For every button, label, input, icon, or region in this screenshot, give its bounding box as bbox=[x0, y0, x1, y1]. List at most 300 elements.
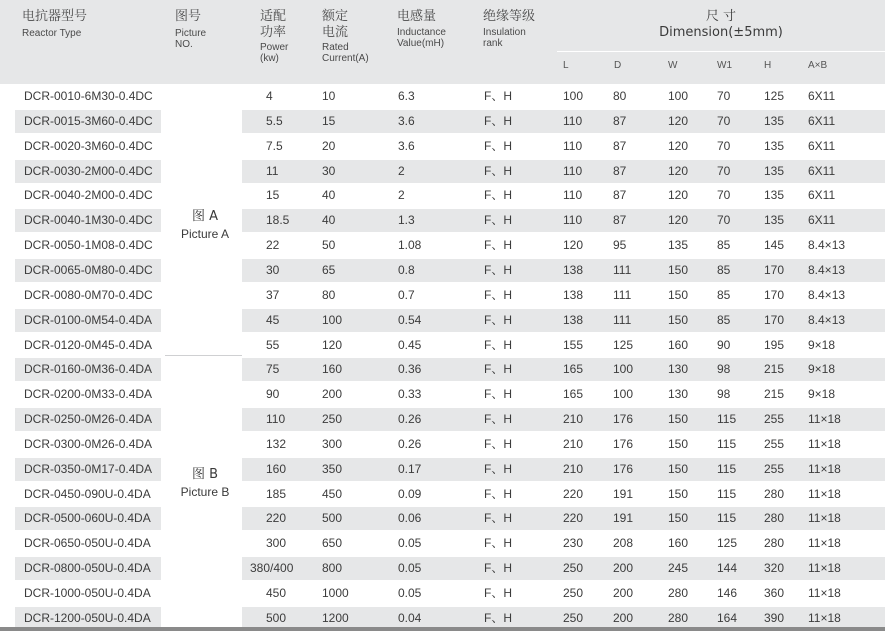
cell-dim-axb: 6X11 bbox=[808, 163, 836, 178]
table-row bbox=[0, 159, 885, 184]
cell-dim-h: 135 bbox=[764, 188, 785, 203]
cell-model: DCR-0300-0M26-0.4DA bbox=[24, 436, 153, 451]
cell-inductance: 0.26 bbox=[398, 412, 422, 427]
cell-dim-d: 100 bbox=[613, 362, 634, 377]
cell-dim-axb: 9×18 bbox=[808, 337, 836, 352]
cell-dim-w1: 85 bbox=[717, 262, 731, 277]
cell-dim-w: 150 bbox=[668, 262, 689, 277]
cell-model: DCR-1000-050U-0.4DA bbox=[24, 586, 151, 600]
picture-b-label bbox=[165, 467, 245, 498]
cell-insulation: F、H bbox=[484, 188, 512, 203]
cell-dim-w1: 115 bbox=[717, 436, 737, 451]
cell-power: 300 bbox=[266, 536, 287, 551]
cell-model: DCR-0500-060U-0.4DA bbox=[24, 511, 151, 526]
header-inductance-en2: Value(mH) bbox=[397, 38, 445, 49]
table-row bbox=[0, 333, 885, 358]
cell-dim-d: 176 bbox=[613, 436, 634, 451]
cell-insulation: F、H bbox=[484, 312, 512, 327]
cell-dim-axb: 6X11 bbox=[808, 188, 836, 203]
cell-model: DCR-0065-0M80-0.4DC bbox=[24, 262, 153, 277]
cell-dim-h: 195 bbox=[764, 337, 785, 352]
table-row bbox=[0, 208, 885, 233]
header-model bbox=[22, 9, 87, 39]
cell-current: 10 bbox=[322, 89, 336, 103]
cell-insulation: F、H bbox=[484, 436, 512, 451]
cell-inductance: 1.08 bbox=[398, 238, 422, 253]
header-insulation-en2: rank bbox=[483, 38, 503, 49]
table-row bbox=[0, 258, 885, 283]
header-dim-d: D bbox=[614, 60, 622, 71]
cell-dim-d: 200 bbox=[613, 561, 634, 576]
cell-dim-l: 165 bbox=[563, 362, 584, 377]
cell-dim-h: 215 bbox=[764, 362, 785, 377]
cell-inductance: 0.33 bbox=[398, 387, 422, 402]
cell-insulation: F、H bbox=[484, 262, 512, 277]
cell-dim-l: 250 bbox=[563, 586, 584, 600]
cell-dim-h: 390 bbox=[764, 610, 785, 625]
cell-model: DCR-0015-3M60-0.4DC bbox=[24, 113, 153, 128]
cell-dim-w: 150 bbox=[668, 287, 689, 302]
cell-inductance: 2 bbox=[398, 188, 405, 203]
picture-a-zh: 图 A bbox=[191, 209, 219, 224]
table-row bbox=[0, 283, 885, 308]
table-row bbox=[0, 556, 885, 581]
cell-power: 132 bbox=[266, 436, 287, 451]
table-header bbox=[0, 0, 885, 84]
cell-power: 450 bbox=[266, 586, 287, 600]
cell-dim-l: 220 bbox=[563, 486, 584, 501]
cell-current: 450 bbox=[322, 486, 343, 501]
cell-dim-h: 135 bbox=[764, 163, 785, 178]
cell-dim-w1: 98 bbox=[717, 362, 731, 377]
cell-dim-axb: 9×18 bbox=[808, 387, 836, 402]
header-power-en2: (kw) bbox=[260, 53, 279, 64]
cell-dim-w: 100 bbox=[668, 89, 689, 103]
cell-dim-w1: 115 bbox=[717, 461, 737, 476]
cell-model: DCR-0050-1M08-0.4DC bbox=[24, 238, 153, 253]
table-row bbox=[0, 457, 885, 482]
header-insulation-en1: Insulation bbox=[483, 27, 526, 38]
cell-power: 15 bbox=[266, 188, 280, 203]
cell-dim-w: 160 bbox=[668, 536, 689, 551]
cell-power: 160 bbox=[266, 461, 287, 476]
cell-dim-w1: 70 bbox=[717, 213, 731, 228]
cell-dim-h: 125 bbox=[764, 89, 785, 103]
cell-model: DCR-0450-090U-0.4DA bbox=[24, 486, 151, 501]
cell-dim-d: 208 bbox=[613, 536, 634, 551]
cell-dim-w1: 70 bbox=[717, 113, 731, 128]
cell-model: DCR-0040-2M00-0.4DC bbox=[24, 188, 153, 203]
header-current-en1: Rated bbox=[322, 42, 349, 53]
cell-insulation: F、H bbox=[484, 213, 512, 228]
cell-dim-d: 87 bbox=[613, 138, 627, 153]
cell-insulation: F、H bbox=[484, 561, 512, 576]
cell-current: 1000 bbox=[322, 586, 349, 600]
cell-inductance: 0.45 bbox=[398, 337, 422, 352]
table-row bbox=[0, 432, 885, 457]
cell-power: 55 bbox=[266, 337, 280, 352]
cell-dim-w: 150 bbox=[668, 312, 689, 327]
cell-dim-w: 120 bbox=[668, 188, 689, 203]
cell-dim-d: 95 bbox=[613, 238, 627, 253]
cell-dim-w1: 90 bbox=[717, 337, 731, 352]
cell-insulation: F、H bbox=[484, 536, 512, 551]
cell-dim-axb: 8.4×13 bbox=[808, 262, 846, 277]
cell-insulation: F、H bbox=[484, 362, 512, 377]
cell-power: 110 bbox=[266, 412, 286, 427]
cell-model: DCR-0120-0M45-0.4DA bbox=[24, 337, 153, 352]
cell-dim-w: 150 bbox=[668, 461, 689, 476]
header-dim-axb: A×B bbox=[808, 60, 828, 71]
cell-current: 40 bbox=[322, 213, 336, 228]
dimension-divider bbox=[557, 51, 885, 52]
header-insulation-zh: 绝缘等级 bbox=[483, 9, 536, 24]
cell-current: 200 bbox=[322, 387, 343, 402]
cell-dim-h: 145 bbox=[764, 238, 785, 253]
cell-dim-l: 155 bbox=[563, 337, 584, 352]
cell-dim-h: 280 bbox=[764, 536, 785, 551]
cell-dim-axb: 8.4×13 bbox=[808, 312, 846, 327]
cell-current: 80 bbox=[322, 287, 336, 302]
cell-dim-d: 87 bbox=[613, 213, 627, 228]
header-dim-h: H bbox=[764, 60, 772, 71]
cell-power: 220 bbox=[266, 511, 287, 526]
cell-insulation: F、H bbox=[484, 163, 512, 178]
picture-a-label bbox=[165, 209, 245, 240]
cell-insulation: F、H bbox=[484, 486, 512, 501]
cell-dim-axb: 6X11 bbox=[808, 89, 836, 103]
cell-dim-w: 245 bbox=[668, 561, 689, 576]
cell-dim-h: 170 bbox=[764, 287, 785, 302]
cell-model: DCR-1200-050U-0.4DA bbox=[24, 610, 151, 625]
table-row bbox=[0, 183, 885, 208]
header-dimension-en: Dimension(±5mm) bbox=[659, 25, 783, 40]
cell-current: 1200 bbox=[322, 610, 349, 625]
cell-dim-axb: 6X11 bbox=[808, 113, 836, 128]
cell-inductance: 3.6 bbox=[398, 138, 415, 153]
table-row bbox=[0, 84, 885, 109]
cell-dim-d: 111 bbox=[613, 262, 632, 277]
table-row bbox=[0, 407, 885, 432]
header-current-zh1: 额定 bbox=[322, 9, 349, 24]
cell-dim-w1: 85 bbox=[717, 312, 731, 327]
cell-inductance: 0.06 bbox=[398, 511, 422, 526]
cell-dim-w: 120 bbox=[668, 163, 689, 178]
cell-dim-axb: 6X11 bbox=[808, 213, 836, 228]
cell-dim-l: 138 bbox=[563, 287, 584, 302]
cell-dim-w: 280 bbox=[668, 610, 689, 625]
cell-dim-l: 120 bbox=[563, 238, 584, 253]
cell-current: 650 bbox=[322, 536, 343, 551]
cell-dim-w: 120 bbox=[668, 113, 689, 128]
cell-current: 100 bbox=[322, 312, 343, 327]
cell-dim-axb: 6X11 bbox=[808, 138, 836, 153]
header-dim-w1: W1 bbox=[717, 60, 732, 71]
cell-insulation: F、H bbox=[484, 138, 512, 153]
table-row bbox=[0, 357, 885, 382]
cell-dim-w1: 164 bbox=[717, 610, 738, 625]
cell-insulation: F、H bbox=[484, 461, 512, 476]
cell-dim-h: 170 bbox=[764, 262, 785, 277]
cell-dim-w: 130 bbox=[668, 387, 689, 402]
cell-power: 45 bbox=[266, 312, 280, 327]
cell-model: DCR-0350-0M17-0.4DA bbox=[24, 461, 153, 476]
header-current-zh2: 电流 bbox=[322, 25, 349, 40]
cell-model: DCR-0200-0M33-0.4DA bbox=[24, 387, 153, 402]
cell-dim-axb: 9×18 bbox=[808, 362, 836, 377]
cell-dim-axb: 11×18 bbox=[808, 486, 841, 501]
cell-power: 90 bbox=[266, 387, 280, 402]
cell-inductance: 1.3 bbox=[398, 213, 415, 228]
cell-inductance: 0.17 bbox=[398, 461, 422, 476]
cell-dim-d: 87 bbox=[613, 113, 627, 128]
cell-model: DCR-0010-6M30-0.4DC bbox=[24, 89, 153, 103]
cell-dim-w: 135 bbox=[668, 238, 689, 253]
cell-dim-h: 320 bbox=[764, 561, 785, 576]
cell-inductance: 0.26 bbox=[398, 436, 422, 451]
cell-dim-w1: 144 bbox=[717, 561, 738, 576]
cell-current: 15 bbox=[322, 113, 336, 128]
cell-dim-w: 150 bbox=[668, 412, 689, 427]
picture-b-zh: 图 B bbox=[191, 467, 219, 482]
cell-current: 50 bbox=[322, 238, 336, 253]
cell-power: 18.5 bbox=[266, 213, 290, 228]
cell-dim-d: 80 bbox=[613, 89, 627, 103]
cell-dim-d: 87 bbox=[613, 188, 627, 203]
cell-inductance: 0.54 bbox=[398, 312, 422, 327]
cell-model: DCR-0160-0M36-0.4DA bbox=[24, 362, 153, 377]
cell-dim-w: 130 bbox=[668, 362, 689, 377]
cell-power: 500 bbox=[266, 610, 287, 625]
cell-power: 22 bbox=[266, 238, 280, 253]
cell-dim-l: 110 bbox=[563, 188, 583, 203]
cell-dim-w1: 85 bbox=[717, 287, 731, 302]
header-picture-en1: Picture bbox=[175, 28, 207, 39]
cell-current: 500 bbox=[322, 511, 343, 526]
cell-dim-d: 191 bbox=[613, 486, 634, 501]
header-current-en2: Current(A) bbox=[322, 53, 369, 64]
cell-model: DCR-0650-050U-0.4DA bbox=[24, 536, 151, 551]
cell-dim-h: 360 bbox=[764, 586, 785, 600]
cell-dim-l: 250 bbox=[563, 610, 584, 625]
table-row bbox=[0, 581, 885, 606]
cell-dim-axb: 11×18 bbox=[808, 461, 841, 476]
header-model-zh: 电抗器型号 bbox=[22, 9, 88, 24]
cell-insulation: F、H bbox=[484, 610, 512, 625]
header-picture-en2: NO. bbox=[175, 39, 193, 50]
cell-dim-h: 135 bbox=[764, 138, 785, 153]
cell-dim-w: 120 bbox=[668, 213, 689, 228]
cell-inductance: 0.05 bbox=[398, 536, 422, 551]
cell-dim-w: 280 bbox=[668, 586, 689, 600]
cell-dim-axb: 11×18 bbox=[808, 586, 841, 600]
cell-dim-l: 220 bbox=[563, 511, 584, 526]
cell-dim-d: 200 bbox=[613, 586, 634, 600]
cell-power: 4 bbox=[266, 89, 273, 103]
cell-current: 300 bbox=[322, 436, 343, 451]
cell-model: DCR-0040-1M30-0.4DC bbox=[24, 213, 153, 228]
cell-insulation: F、H bbox=[484, 113, 512, 128]
cell-dim-w1: 146 bbox=[717, 586, 738, 600]
header-dimension bbox=[557, 9, 885, 41]
cell-dim-w1: 70 bbox=[717, 138, 731, 153]
cell-inductance: 2 bbox=[398, 163, 405, 178]
table-row bbox=[0, 506, 885, 531]
cell-inductance: 0.05 bbox=[398, 561, 422, 576]
cell-inductance: 0.8 bbox=[398, 262, 415, 277]
cell-dim-w1: 115 bbox=[717, 412, 737, 427]
cell-insulation: F、H bbox=[484, 287, 512, 302]
cell-model: DCR-0080-0M70-0.4DC bbox=[24, 287, 153, 302]
cell-dim-w1: 125 bbox=[717, 536, 738, 551]
cell-dim-d: 111 bbox=[613, 312, 632, 327]
cell-dim-d: 191 bbox=[613, 511, 634, 526]
cell-dim-w: 160 bbox=[668, 337, 689, 352]
cell-dim-axb: 11×18 bbox=[808, 536, 841, 551]
cell-dim-w1: 70 bbox=[717, 163, 731, 178]
cell-current: 120 bbox=[322, 337, 343, 352]
cell-power: 5.5 bbox=[266, 113, 283, 128]
header-insulation bbox=[483, 9, 535, 49]
cell-dim-h: 255 bbox=[764, 412, 785, 427]
cell-dim-w1: 70 bbox=[717, 188, 731, 203]
cell-dim-h: 135 bbox=[764, 213, 785, 228]
cell-dim-w1: 115 bbox=[717, 486, 737, 501]
header-power bbox=[260, 9, 288, 64]
cell-dim-w1: 98 bbox=[717, 387, 731, 402]
cell-dim-l: 165 bbox=[563, 387, 584, 402]
cell-insulation: F、H bbox=[484, 412, 512, 427]
cell-dim-l: 110 bbox=[563, 163, 583, 178]
header-dim-l: L bbox=[563, 60, 569, 71]
header-inductance-en1: Inductance bbox=[397, 27, 446, 38]
header-picture-zh: 图号 bbox=[175, 9, 202, 24]
cell-dim-l: 110 bbox=[563, 113, 583, 128]
cell-inductance: 0.05 bbox=[398, 586, 422, 600]
cell-insulation: F、H bbox=[484, 89, 512, 103]
cell-power: 380/400 bbox=[250, 561, 294, 576]
cell-dim-l: 138 bbox=[563, 312, 584, 327]
cell-power: 75 bbox=[266, 362, 280, 377]
cell-inductance: 0.7 bbox=[398, 287, 415, 302]
cell-model: DCR-0020-3M60-0.4DC bbox=[24, 138, 153, 153]
cell-dim-h: 170 bbox=[764, 312, 785, 327]
cell-dim-d: 176 bbox=[613, 412, 634, 427]
table-row bbox=[0, 134, 885, 159]
cell-current: 160 bbox=[322, 362, 343, 377]
table-bottom-rule bbox=[0, 627, 885, 631]
cell-dim-d: 125 bbox=[613, 337, 634, 352]
cell-dim-d: 111 bbox=[613, 287, 632, 302]
header-inductance bbox=[397, 9, 446, 49]
cell-dim-l: 210 bbox=[563, 436, 584, 451]
cell-dim-l: 250 bbox=[563, 561, 584, 576]
cell-dim-axb: 11×18 bbox=[808, 412, 841, 427]
cell-dim-h: 255 bbox=[764, 436, 785, 451]
cell-current: 30 bbox=[322, 163, 336, 178]
cell-dim-w1: 115 bbox=[717, 511, 737, 526]
cell-insulation: F、H bbox=[484, 586, 512, 600]
cell-current: 20 bbox=[322, 138, 336, 153]
cell-insulation: F、H bbox=[484, 387, 512, 402]
cell-power: 11 bbox=[266, 163, 279, 178]
cell-current: 350 bbox=[322, 461, 343, 476]
picture-a-en: Picture A bbox=[180, 227, 230, 241]
cell-dim-axb: 11×18 bbox=[808, 610, 841, 625]
cell-model: DCR-0800-050U-0.4DA bbox=[24, 561, 151, 576]
cell-current: 250 bbox=[322, 412, 343, 427]
cell-model: DCR-0030-2M00-0.4DC bbox=[24, 163, 153, 178]
cell-dim-l: 210 bbox=[563, 461, 584, 476]
cell-dim-d: 87 bbox=[613, 163, 627, 178]
cell-dim-l: 138 bbox=[563, 262, 584, 277]
cell-model: DCR-0250-0M26-0.4DA bbox=[24, 412, 153, 427]
cell-dim-w: 150 bbox=[668, 436, 689, 451]
header-inductance-zh: 电感量 bbox=[397, 9, 437, 24]
cell-dim-w1: 85 bbox=[717, 238, 731, 253]
header-dim-w: W bbox=[668, 60, 678, 71]
cell-dim-h: 135 bbox=[764, 113, 785, 128]
table-row bbox=[0, 382, 885, 407]
cell-dim-l: 110 bbox=[563, 213, 583, 228]
header-picture bbox=[175, 9, 206, 50]
header-power-zh1: 适配 bbox=[260, 9, 287, 24]
cell-inductance: 0.04 bbox=[398, 610, 422, 625]
group-divider bbox=[165, 355, 242, 356]
cell-dim-axb: 8.4×13 bbox=[808, 238, 846, 253]
cell-current: 40 bbox=[322, 188, 336, 203]
cell-current: 65 bbox=[322, 262, 336, 277]
table-row bbox=[0, 482, 885, 507]
cell-dim-h: 280 bbox=[764, 486, 785, 501]
cell-model: DCR-0100-0M54-0.4DA bbox=[24, 312, 153, 327]
cell-dim-w: 150 bbox=[668, 511, 689, 526]
cell-dim-l: 110 bbox=[563, 138, 583, 153]
cell-dim-d: 200 bbox=[613, 610, 634, 625]
cell-dim-h: 215 bbox=[764, 387, 785, 402]
cell-inductance: 0.09 bbox=[398, 486, 422, 501]
header-dimension-zh: 尺 寸 bbox=[705, 9, 737, 24]
cell-dim-w1: 70 bbox=[717, 89, 731, 103]
cell-inductance: 3.6 bbox=[398, 113, 415, 128]
cell-dim-axb: 11×18 bbox=[808, 436, 841, 451]
cell-dim-h: 255 bbox=[764, 461, 785, 476]
header-power-zh2: 功率 bbox=[260, 25, 287, 40]
cell-insulation: F、H bbox=[484, 337, 512, 352]
cell-dim-w: 120 bbox=[668, 138, 689, 153]
cell-power: 37 bbox=[266, 287, 280, 302]
cell-inductance: 6.3 bbox=[398, 89, 415, 103]
table-row bbox=[0, 531, 885, 556]
cell-dim-l: 210 bbox=[563, 412, 584, 427]
cell-dim-axb: 8.4×13 bbox=[808, 287, 846, 302]
cell-insulation: F、H bbox=[484, 511, 512, 526]
header-power-en1: Power bbox=[260, 42, 289, 53]
cell-dim-l: 230 bbox=[563, 536, 584, 551]
cell-current: 800 bbox=[322, 561, 343, 576]
cell-dim-h: 280 bbox=[764, 511, 785, 526]
cell-power: 30 bbox=[266, 262, 280, 277]
cell-dim-w: 150 bbox=[668, 486, 689, 501]
cell-dim-d: 100 bbox=[613, 387, 634, 402]
cell-power: 7.5 bbox=[266, 138, 283, 153]
picture-b-en: Picture B bbox=[180, 485, 230, 499]
table-row bbox=[0, 308, 885, 333]
cell-inductance: 0.36 bbox=[398, 362, 422, 377]
table-row bbox=[0, 109, 885, 134]
header-model-en: Reactor Type bbox=[22, 28, 82, 39]
cell-dim-l: 100 bbox=[563, 89, 584, 103]
